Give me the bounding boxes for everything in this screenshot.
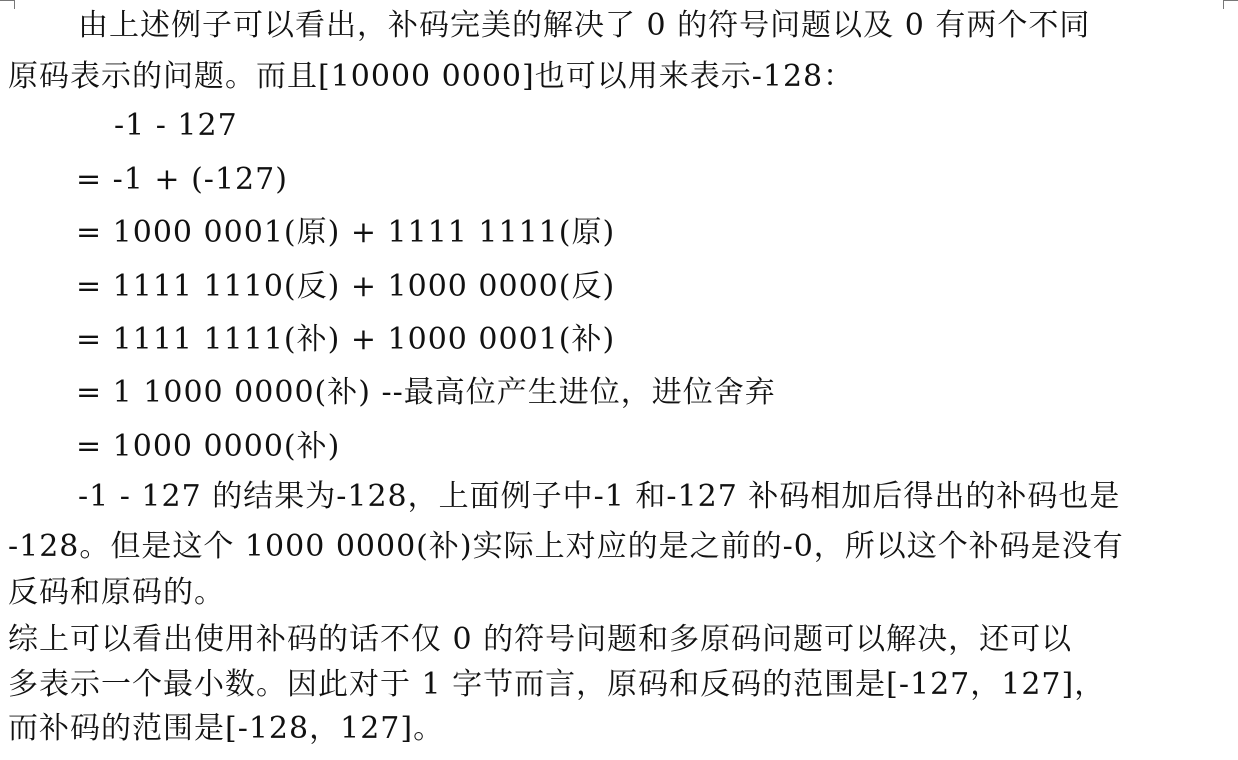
crop-mark-left (0, 0, 15, 9)
calc-line-3: = 1000 0001(原) + 1111 1111(原) (76, 215, 616, 250)
calc-line-5: = 1111 1111(补) + 1000 0001(补) (76, 322, 616, 357)
paragraph-3-line-3: 而补码的范围是[-128，127]。 (8, 711, 445, 746)
crop-mark-right (1223, 0, 1238, 9)
calc-line-6: = 1 1000 0000(补) --最高位产生进位，进位舍弃 (76, 375, 776, 410)
paragraph-3-line-2: 多表示一个最小数。因此对于 1 字节而言，原码和反码的范围是[-127，127]， (8, 667, 1106, 702)
paragraph-3-line-1: 综上可以看出使用补码的话不仅 0 的符号问题和多原码问题可以解决，还可以 (8, 622, 1073, 657)
calc-line-7: = 1000 0000(补) (76, 429, 341, 464)
calc-line-4: = 1111 1110(反) + 1000 0000(反) (76, 269, 616, 304)
paragraph-2-line-1: -1 - 127 的结果为-128，上面例子中-1 和-127 补码相加后得出的补码也是 (78, 479, 1121, 514)
calc-line-2: = -1 + (-127) (76, 162, 288, 197)
paragraph-1-line-1: 由上述例子可以看出，补码完美的解决了 0 的符号问题以及 0 有两个不同 (78, 8, 1091, 43)
paragraph-2-line-3: 反码和原码的。 (8, 575, 225, 610)
paragraph-1-line-2: 原码表示的问题。而且[10000 0000]也可以用来表示-128： (8, 59, 855, 94)
paragraph-2-line-2: -128。但是这个 1000 0000(补)实际上对应的是之前的-0，所以这个补码是没有 (8, 529, 1124, 564)
calc-line-1: -1 - 127 (114, 108, 238, 143)
